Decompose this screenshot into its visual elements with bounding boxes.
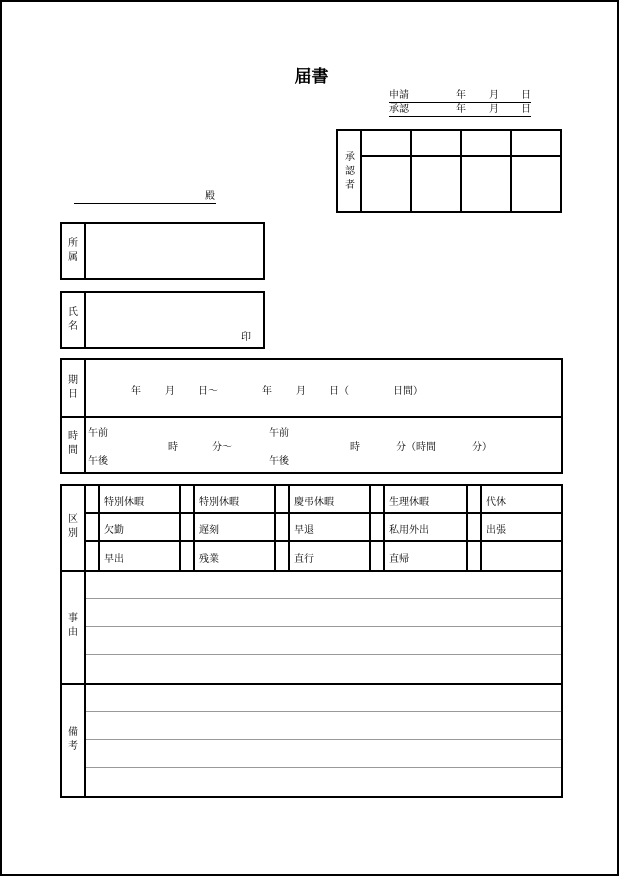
approver-label: 承 認 者 [345,152,355,191]
application-label: 申請 [389,90,409,101]
approval-year: 年 [456,104,466,115]
checkbox-condolence-leave[interactable] [277,490,287,508]
approval-label: 承認 [389,104,409,115]
checkbox-special-leave-1[interactable] [87,490,97,508]
option-early-leave[interactable]: 早退 [294,525,314,536]
checkbox-compensatory-holiday[interactable] [469,490,479,508]
affiliation-field[interactable] [84,224,263,278]
option-direct-go[interactable]: 直行 [294,554,314,565]
category-label: 区 別 [68,514,78,539]
period-end-year: 年 [262,386,272,397]
checkbox-business-trip[interactable] [469,518,479,536]
application-date-line[interactable] [389,90,531,103]
period-end-month: 月 [296,386,306,397]
option-condolence-leave[interactable]: 慶弔休暇 [294,497,334,508]
remarks-label: 備 考 [68,727,78,752]
option-late[interactable]: 遅刻 [199,525,219,536]
remarks-field[interactable] [86,685,561,796]
time-total-minute: 分） [472,442,492,453]
approval-month: 月 [489,104,499,115]
checkbox-early-arrival[interactable] [87,546,97,566]
approval-day: 日 [521,104,531,115]
option-menstrual-leave[interactable]: 生理休暇 [389,497,429,508]
checkbox-late[interactable] [182,518,192,536]
category-reason-remarks-box [60,484,563,798]
time-end-am[interactable]: 午前 [269,428,289,439]
approval-date-line[interactable] [389,104,531,117]
checkbox-private-outing[interactable] [372,518,382,536]
checkbox-special-leave-2[interactable] [182,490,192,508]
period-label: 期 日 [68,375,78,400]
period-start-day: 日～ [198,386,218,397]
period-start-month: 月 [165,386,175,397]
option-overtime[interactable]: 残業 [199,554,219,565]
checkbox-direct-go[interactable] [277,546,287,566]
option-special-leave-1[interactable]: 特別休暇 [104,497,144,508]
addressee-suffix: 殿 [205,191,215,202]
time-start-pm[interactable]: 午後 [88,456,108,467]
time-label: 時 間 [68,431,78,456]
checkbox-blank[interactable] [469,546,479,566]
option-private-outing[interactable]: 私用外出 [389,525,429,536]
time-start-minute: 分～ [212,442,232,453]
affiliation-label: 所 属 [68,238,78,263]
option-early-arrival[interactable]: 早出 [104,554,124,565]
option-compensatory-holiday[interactable]: 代休 [486,497,506,508]
approver-box [336,129,562,213]
period-end-day: 日（ [329,386,349,397]
checkbox-direct-return[interactable] [372,546,382,566]
reason-field[interactable] [86,572,561,682]
time-end-pm[interactable]: 午後 [269,456,289,467]
time-end-hour: 時 [350,442,360,453]
option-business-trip[interactable]: 出張 [486,525,506,536]
time-start-hour: 時 [168,442,178,453]
period-start-year: 年 [131,386,141,397]
checkbox-overtime[interactable] [182,546,192,566]
name-label: 氏 名 [68,307,78,332]
checkbox-menstrual-leave[interactable] [372,490,382,508]
form-title: 届書 [294,67,329,87]
option-direct-return[interactable]: 直帰 [389,554,409,565]
option-absence[interactable]: 欠勤 [104,525,124,536]
option-special-leave-2[interactable]: 特別休暇 [199,497,239,508]
time-end-minute: 分（時間 [396,442,436,453]
time-start-am[interactable]: 午前 [88,428,108,439]
period-time-box [60,358,563,474]
checkbox-early-leave[interactable] [277,518,287,536]
addressee-line[interactable] [74,191,216,204]
seal-mark: 印 [241,332,251,343]
checkbox-absence[interactable] [87,518,97,536]
application-month: 月 [489,90,499,101]
application-year: 年 [456,90,466,101]
name-field[interactable] [84,293,263,347]
period-days: 日間） [393,386,423,397]
reason-label: 事 由 [68,613,78,638]
application-day: 日 [521,90,531,101]
